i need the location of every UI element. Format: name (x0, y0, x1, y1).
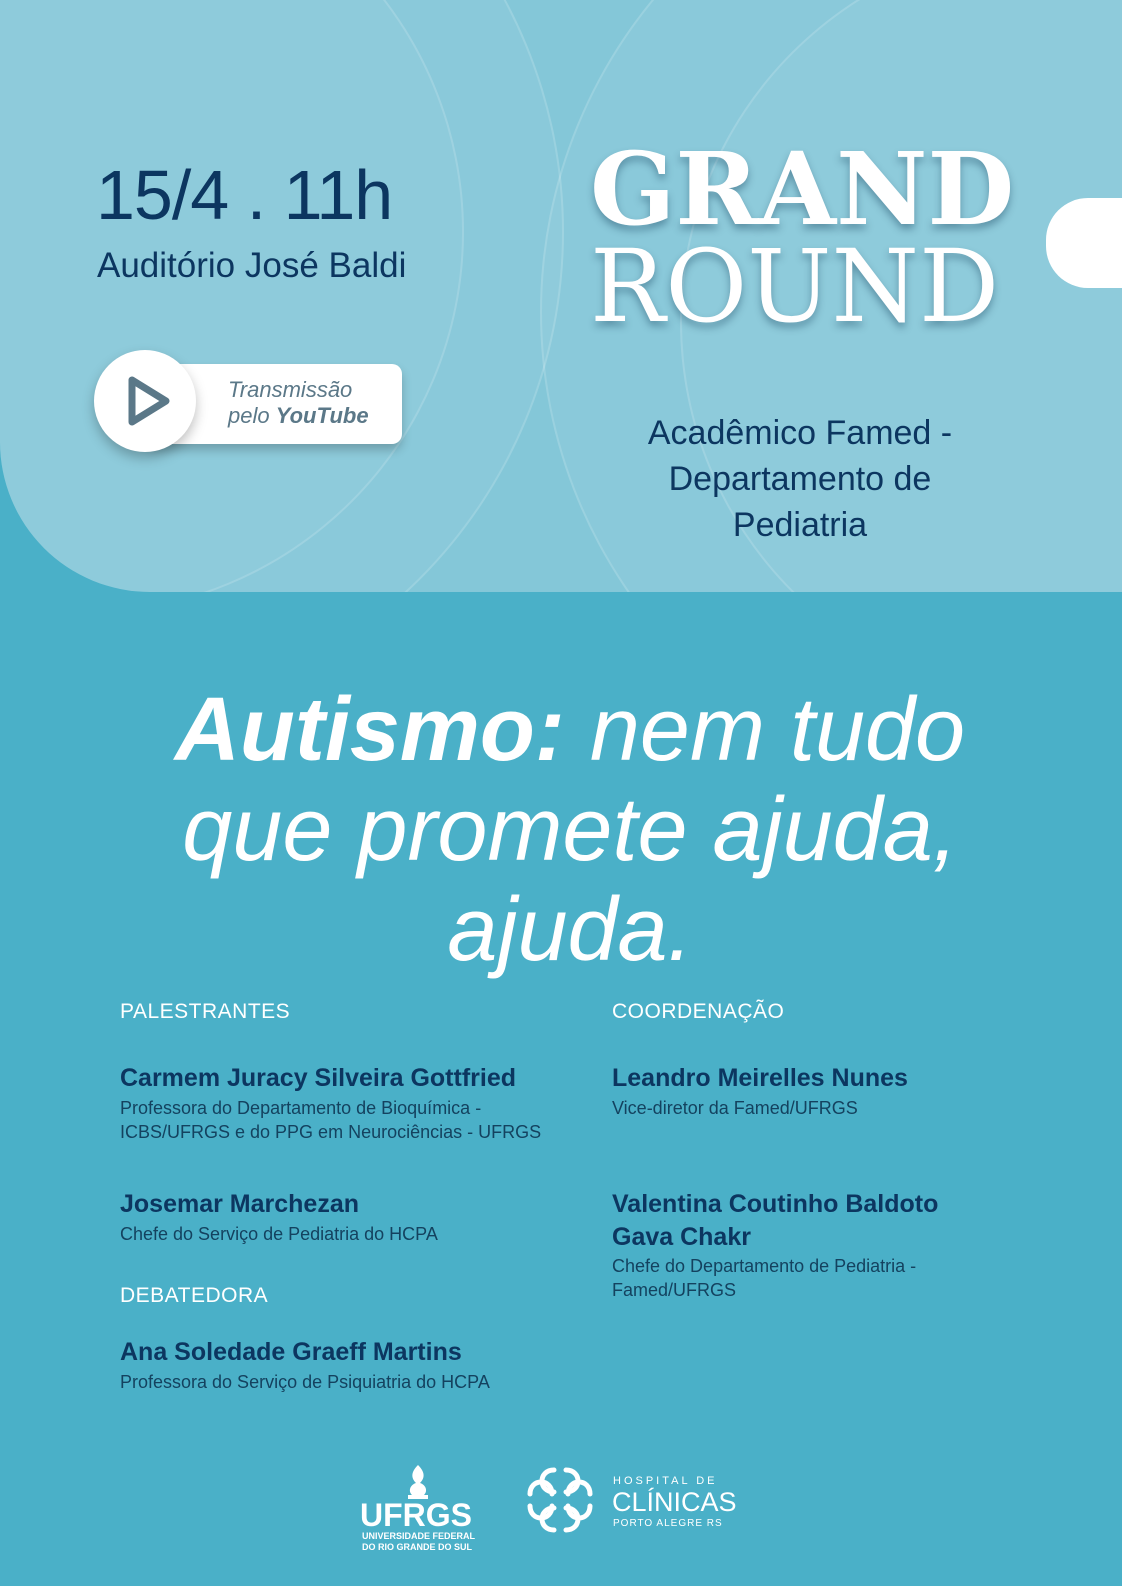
event-title-line2: ROUND (590, 228, 1000, 345)
ufrgs-logo-line2: DO RIO GRANDE DO SUL (362, 1542, 473, 1552)
speaker-role: Chefe do Serviço de Pediatria do HCPA (120, 1224, 438, 1244)
hcpa-logo (530, 1470, 737, 1530)
ufrgs-logo-line1: UNIVERSIDADE FEDERAL (362, 1531, 476, 1541)
decorative-tab (1046, 198, 1122, 288)
debater-name: Ana Soledade Graeff Martins (120, 1338, 462, 1366)
event-title (590, 130, 1015, 345)
coordinator-role: Vice-diretor da Famed/UFRGS (612, 1098, 858, 1118)
organizer: Acadêmico Famed - Departamento de Pediatria (647, 414, 953, 544)
play-icon (94, 350, 196, 452)
hcpa-logo-line2: CLÍNICAS (612, 1487, 737, 1517)
speaker-name: Carmem Juracy Silveira Gottfried (120, 1064, 516, 1092)
headline-bold: Autismo: (174, 680, 565, 780)
hcpa-logo-line3: PORTO ALEGRE RS (613, 1518, 723, 1529)
coordination-label: COORDENAÇÃO (612, 1000, 785, 1023)
coordinator-role: Chefe do Departamento de Pediatria - Famed/UFRGS (612, 1256, 917, 1300)
event-title-line1: GRAND (590, 130, 1015, 248)
ufrgs-logo-text: UFRGS (360, 1497, 472, 1533)
debater-role: Professora do Serviço de Psiquiatria do HCPA (120, 1372, 490, 1392)
debater-label: DEBATEDORA (120, 1284, 269, 1307)
speaker-name: Josemar Marchezan (120, 1190, 360, 1218)
coordinator-name: Leandro Meirelles Nunes (612, 1064, 908, 1092)
play-button[interactable] (94, 350, 196, 452)
speakers-label: PALESTRANTES (120, 1000, 291, 1023)
youtube-stream-label: Transmissão pelo YouTube (228, 377, 369, 428)
footer-logos (360, 1455, 760, 1555)
event-venue: Auditório José Baldi (97, 246, 407, 285)
ufrgs-logo (360, 1465, 476, 1552)
coordinator-name: Valentina Coutinho Baldoto Gava Chakr (612, 1190, 939, 1251)
hcpa-logo-line1: HOSPITAL DE (613, 1475, 718, 1487)
headline (110, 680, 1030, 980)
speaker-role: Professora do Departamento de Bioquímica - ICBS/UFRGS e do PPG em Neurociências - UFRGS (120, 1098, 542, 1142)
event-date-time: 15/4 . 11h (96, 156, 393, 234)
headline-rest: nem tudo que promete ajuda, ajuda. (182, 680, 966, 980)
